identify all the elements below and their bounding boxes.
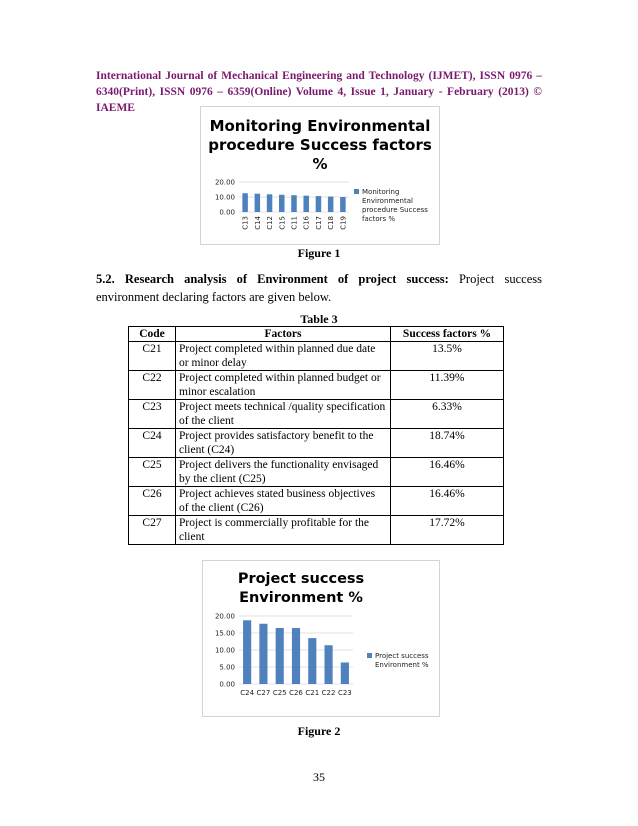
x-tick-label: C21	[305, 689, 320, 697]
x-tick-label: C19	[339, 216, 348, 230]
row-code: C23	[129, 400, 176, 429]
table-row	[129, 371, 504, 400]
x-tick-label: C22	[321, 689, 336, 697]
x-tick-label: C11	[290, 216, 299, 230]
x-tick-label: C24	[240, 689, 255, 697]
success-factors-table	[128, 326, 504, 545]
x-tick-label: C13	[241, 216, 250, 230]
x-tick-label: C25	[272, 689, 287, 697]
y-tick-label: 0.00	[219, 680, 235, 689]
bar	[291, 195, 297, 212]
row-factor: Project achieves stated business objectives of the client (C26)	[176, 487, 391, 516]
table-row	[129, 429, 504, 458]
row-code: C21	[129, 342, 176, 371]
header-factors: Factors	[176, 327, 391, 342]
y-tick-label: 10.00	[214, 646, 235, 655]
bar	[341, 662, 349, 684]
row-pct: 17.72%	[391, 516, 504, 545]
x-tick-label: C14	[253, 216, 262, 230]
row-code: C25	[129, 458, 176, 487]
figure-1-svg	[201, 107, 439, 244]
bar	[243, 620, 251, 684]
table-row	[129, 400, 504, 429]
x-tick-label: C23	[337, 689, 352, 697]
row-code: C27	[129, 516, 176, 545]
bar	[340, 197, 346, 212]
chart-title-line: %	[312, 155, 328, 173]
figure-1-caption: Figure 1	[297, 246, 341, 260]
section-5-2-paragraph	[96, 270, 542, 306]
chart-title-line: procedure Success factors	[208, 136, 432, 154]
legend-label: Environment %	[375, 661, 429, 669]
legend-label: Monitoring	[362, 188, 400, 196]
x-tick-label: C12	[266, 216, 275, 230]
row-code: C22	[129, 371, 176, 400]
journal-header: International Journal of Mechanical Engineering and Technology (IJMET), ISSN 0976 – 6340(Print), ISSN 0976 – 6359(Online) Volume 4, Issue 1, January - February (2013) © IAEME	[96, 70, 542, 114]
table-title: Table 3	[300, 312, 338, 326]
bar	[279, 195, 285, 212]
section-body: Project success environment declaring factors are given below.	[96, 272, 542, 304]
row-code: C26	[129, 487, 176, 516]
figure-2-chart	[202, 560, 440, 717]
header-success-factors: Success factors %	[391, 327, 504, 342]
figure-2-svg	[203, 561, 439, 716]
bar	[308, 638, 316, 684]
bar	[316, 196, 322, 212]
y-tick-label: 15.00	[214, 629, 235, 638]
figure-1-chart	[200, 106, 440, 245]
chart-title-line: Environment %	[239, 590, 363, 606]
chart-title-line: Monitoring Environmental	[209, 117, 431, 135]
table-row	[129, 458, 504, 487]
table-row	[129, 487, 504, 516]
row-factor: Project completed within planned budget or minor escalation	[176, 371, 391, 400]
row-pct: 11.39%	[391, 371, 504, 400]
y-tick-label: 20.00	[214, 612, 235, 621]
bar	[242, 193, 248, 212]
row-code: C24	[129, 429, 176, 458]
table-row	[129, 516, 504, 545]
row-pct: 16.46%	[391, 458, 504, 487]
y-tick-label: 0.00	[219, 208, 235, 217]
x-tick-label: C26	[289, 689, 303, 697]
header-code: Code	[129, 327, 176, 342]
bar	[267, 194, 273, 212]
row-factor: Project provides satisfactory benefit to the client (C24)	[176, 429, 391, 458]
x-tick-label: C18	[327, 216, 336, 230]
page-number: 35	[313, 770, 325, 784]
legend-label: procedure Success	[362, 206, 428, 214]
chart-title-line: Project success	[237, 571, 365, 587]
x-tick-label: C15	[278, 216, 287, 230]
table-row	[129, 342, 504, 371]
y-tick-label: 5.00	[219, 663, 235, 672]
y-tick-label: 10.00	[214, 193, 235, 202]
x-tick-label: C17	[314, 216, 323, 230]
table-header-row	[129, 327, 504, 342]
bar	[325, 645, 333, 684]
legend-swatch	[354, 189, 359, 194]
row-factor: Project completed within planned due date or minor delay	[176, 342, 391, 371]
figure-2-caption: Figure 2	[297, 724, 341, 738]
row-factor: Project is commercially profitable for the client	[176, 516, 391, 545]
bar	[328, 197, 334, 212]
row-factor: Project delivers the functionality envisaged by the client (C25)	[176, 458, 391, 487]
legend-label: Environmental	[362, 197, 413, 205]
bar	[255, 194, 261, 212]
row-pct: 13.5%	[391, 342, 504, 371]
bar	[303, 196, 309, 212]
row-pct: 6.33%	[391, 400, 504, 429]
y-tick-label: 20.00	[214, 178, 235, 187]
section-heading: 5.2. Research analysis of Environment of project success:	[96, 272, 449, 286]
row-factor: Project meets technical /quality specification of the client	[176, 400, 391, 429]
bar	[276, 628, 284, 684]
legend-label: Project success	[375, 652, 429, 660]
bar	[292, 628, 300, 684]
bar	[259, 624, 267, 684]
row-pct: 18.74%	[391, 429, 504, 458]
x-tick-label: C27	[256, 689, 271, 697]
legend-label: factors %	[362, 215, 396, 223]
x-tick-label: C16	[302, 216, 311, 230]
legend-swatch	[367, 653, 372, 658]
row-pct: 16.46%	[391, 487, 504, 516]
